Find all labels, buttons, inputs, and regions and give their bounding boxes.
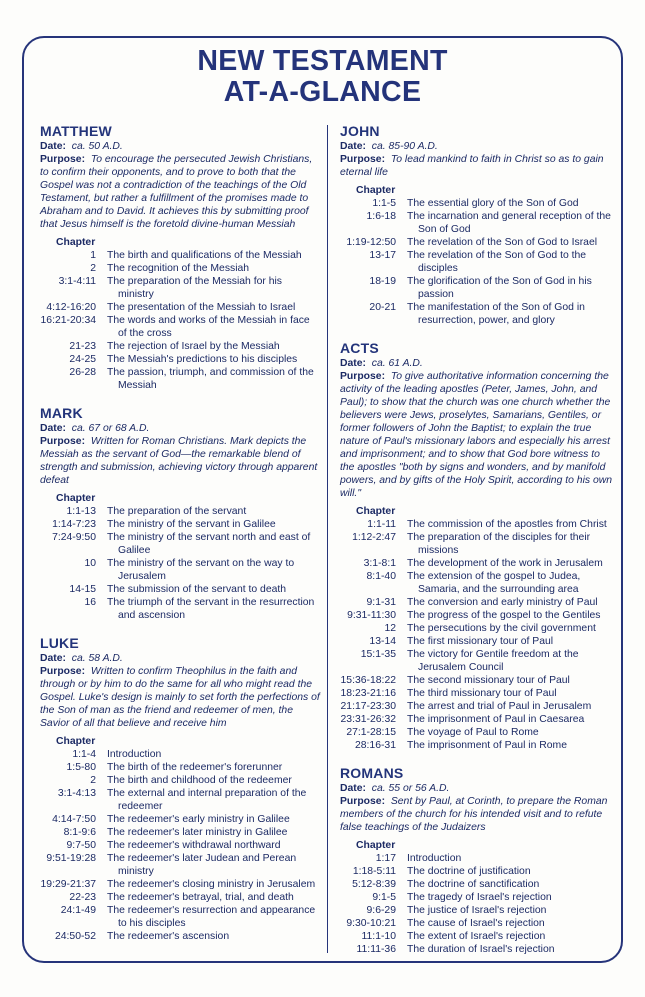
chapter-ref: 10 bbox=[84, 558, 96, 569]
chapter-ref: 3:1-4:13 bbox=[57, 788, 96, 799]
chapter-row bbox=[340, 904, 616, 917]
purpose-line bbox=[40, 153, 320, 231]
chapter-desc: The ministry of the servant on the way to Jerusalem bbox=[107, 558, 295, 582]
chapter-row bbox=[40, 826, 320, 839]
book-title: JOHN bbox=[340, 123, 380, 139]
purpose-line bbox=[40, 435, 320, 487]
chapter-row bbox=[40, 904, 320, 930]
chapter-row bbox=[40, 583, 320, 596]
chapter-ref: 22-23 bbox=[69, 892, 96, 903]
chapter-row bbox=[340, 891, 616, 904]
chapter-ref: 4:12-16:20 bbox=[46, 302, 96, 313]
purpose-text: Sent by Paul, at Corinth, to prepare the Roman members of the church for his intended visit and to refute false teachings of the Judaizers bbox=[340, 796, 608, 833]
book-section-matthew bbox=[40, 123, 320, 392]
chapter-desc: The development of the work in Jerusalem bbox=[407, 558, 603, 569]
date-label: Date: bbox=[340, 783, 366, 794]
chapter-ref: 3:1-4:11 bbox=[58, 276, 96, 287]
chapter-row bbox=[40, 531, 320, 557]
chapter-desc: The cause of Israel's rejection bbox=[407, 918, 545, 929]
chapter-desc: The birth of the redeemer's forerunner bbox=[107, 762, 283, 773]
chapter-ref: 9:6-29 bbox=[366, 905, 396, 916]
chapter-header: Chapter bbox=[356, 185, 396, 196]
chapter-ref: 1 bbox=[90, 250, 96, 261]
chapter-row bbox=[340, 687, 616, 700]
chapter-row bbox=[340, 518, 616, 531]
chapter-row bbox=[40, 596, 320, 622]
chapter-header: Chapter bbox=[356, 506, 396, 517]
chapter-row bbox=[340, 713, 616, 726]
chapter-desc: The extension of the gospel to Judea, Samaria, and the surrounding area bbox=[407, 571, 581, 595]
chapter-ref: 21-23 bbox=[69, 341, 96, 352]
chapter-table bbox=[340, 505, 616, 752]
chapter-ref: 19:29-21:37 bbox=[40, 879, 96, 890]
chapter-desc: The triumph of the servant in the resurrection and ascension bbox=[107, 597, 315, 621]
chapter-desc: The extent of Israel's rejection bbox=[407, 931, 546, 942]
chapter-desc: The redeemer's ascension bbox=[107, 931, 230, 942]
chapter-header: Chapter bbox=[56, 736, 96, 747]
chapter-ref: 7:24-9:50 bbox=[52, 532, 96, 543]
chapter-ref: 1:1-13 bbox=[66, 506, 96, 517]
chapter-ref: 18:23-21:16 bbox=[340, 688, 396, 699]
chapter-desc: Introduction bbox=[407, 853, 462, 864]
chapter-desc: The essential glory of the Son of God bbox=[407, 198, 579, 209]
chapter-row bbox=[340, 674, 616, 687]
purpose-line bbox=[340, 795, 616, 834]
chapter-ref: 5:12-8:39 bbox=[352, 879, 396, 890]
chapter-desc: The progress of the gospel to the Gentiles bbox=[407, 610, 601, 621]
chapter-desc: The revelation of the Son of God to the disciples bbox=[407, 250, 587, 274]
purpose-label: Purpose: bbox=[40, 436, 86, 447]
chapter-desc: The justice of Israel's rejection bbox=[407, 905, 547, 916]
purpose-label: Purpose: bbox=[340, 371, 386, 382]
column-divider bbox=[327, 125, 328, 953]
chapter-desc: The words and works of the Messiah in face of the cross bbox=[107, 315, 310, 339]
chapter-row bbox=[340, 301, 616, 327]
chapter-ref: 3:1-8:1 bbox=[363, 558, 396, 569]
chapter-desc: The redeemer's withdrawal northward bbox=[107, 840, 281, 851]
chapter-row bbox=[340, 943, 616, 956]
chapter-row bbox=[40, 891, 320, 904]
date-value: ca. 85-90 A.D. bbox=[371, 141, 438, 152]
chapter-row bbox=[340, 275, 616, 301]
date-line bbox=[40, 140, 320, 153]
chapter-ref: 9:31-11:30 bbox=[347, 610, 396, 621]
purpose-line bbox=[340, 370, 616, 500]
chapter-ref: 9:51-19:28 bbox=[46, 853, 96, 864]
date-label: Date: bbox=[40, 423, 66, 434]
chapter-ref: 13-14 bbox=[369, 636, 396, 647]
date-value: ca. 61 A.D. bbox=[371, 358, 423, 369]
book-title: ACTS bbox=[340, 340, 379, 356]
chapter-desc: The ministry of the servant north and east of Galilee bbox=[107, 532, 311, 556]
chapter-desc: The redeemer's later Judean and Perean ministry bbox=[107, 853, 297, 877]
chapter-ref: 18-19 bbox=[369, 276, 396, 287]
chapter-row bbox=[40, 301, 320, 314]
chapter-row bbox=[340, 531, 616, 557]
chapter-desc: The victory for Gentile freedom at the Jerusalem Council bbox=[407, 649, 579, 673]
date-label: Date: bbox=[340, 141, 366, 152]
book-title: ROMANS bbox=[340, 765, 404, 781]
chapter-row bbox=[40, 353, 320, 366]
chapter-desc: The tragedy of Israel's rejection bbox=[407, 892, 552, 903]
chapter-ref: 26-28 bbox=[69, 367, 96, 378]
chapter-desc: The arrest and trial of Paul in Jerusalem bbox=[407, 701, 592, 712]
chapter-table bbox=[340, 184, 616, 327]
chapter-desc: The third missionary tour of Paul bbox=[407, 688, 557, 699]
purpose-label: Purpose: bbox=[340, 154, 386, 165]
chapter-ref: 27:1-28:15 bbox=[346, 727, 396, 738]
purpose-label: Purpose: bbox=[40, 666, 86, 677]
chapter-desc: The second missionary tour of Paul bbox=[407, 675, 570, 686]
chapter-desc: The duration of Israel's rejection bbox=[407, 944, 555, 955]
chapter-desc: The ministry of the servant in Galilee bbox=[107, 519, 276, 530]
chapter-desc: The birth and childhood of the redeemer bbox=[107, 775, 292, 786]
chapter-row bbox=[40, 813, 320, 826]
chapter-desc: The presentation of the Messiah to Israel bbox=[107, 302, 296, 313]
chapter-ref: 16 bbox=[84, 597, 96, 608]
page-title bbox=[0, 46, 645, 108]
book-section-john bbox=[340, 123, 616, 327]
date-value: ca. 55 or 56 A.D. bbox=[371, 783, 450, 794]
left-column bbox=[40, 123, 320, 956]
chapter-row bbox=[340, 700, 616, 713]
chapter-row bbox=[340, 878, 616, 891]
chapter-ref: 24-25 bbox=[69, 354, 96, 365]
chapter-ref: 21:17-23:30 bbox=[340, 701, 396, 712]
date-label: Date: bbox=[40, 141, 66, 152]
chapter-desc: The conversion and early ministry of Paul bbox=[407, 597, 598, 608]
date-label: Date: bbox=[40, 653, 66, 664]
title-line-2: AT-A-GLANCE bbox=[223, 76, 422, 108]
chapter-header: Chapter bbox=[56, 493, 96, 504]
chapter-desc: The passion, triumph, and commission of the Messiah bbox=[107, 367, 314, 391]
purpose-text: To give authoritative information concerning the activity of the leading apostles (Peter, James, John, and Paul); to show that the church was one church whether the believers were Jews, proselytes, Samarians, Gentiles, or former followers of John the Baptist; to explain the true nature of Paul's missionary labors and especially his arrest and imprisonment; and to show that God bore witness to the apostles "both by signs and wonders, and by manifold powers, and by gifts of the Holy Spirit, according to his own will." bbox=[340, 371, 613, 499]
chapter-header: Chapter bbox=[356, 840, 396, 851]
chapter-row bbox=[40, 275, 320, 301]
chapter-desc: The redeemer's betrayal, trial, and death bbox=[107, 892, 294, 903]
chapter-table bbox=[40, 492, 320, 622]
chapter-ref: 14-15 bbox=[69, 584, 96, 595]
purpose-line bbox=[40, 665, 320, 730]
chapter-header: Chapter bbox=[56, 237, 96, 248]
chapter-ref: 16:21-20:34 bbox=[40, 315, 96, 326]
chapter-row bbox=[340, 865, 616, 878]
date-value: ca. 58 A.D. bbox=[71, 653, 123, 664]
chapter-ref: 20-21 bbox=[369, 302, 396, 313]
chapter-row bbox=[340, 596, 616, 609]
chapter-ref: 9:1-31 bbox=[366, 597, 396, 608]
purpose-line bbox=[340, 153, 616, 179]
chapter-row bbox=[40, 930, 320, 943]
chapter-row bbox=[340, 557, 616, 570]
chapter-ref: 15:1-35 bbox=[360, 649, 396, 660]
chapter-desc: The doctrine of justification bbox=[407, 866, 531, 877]
chapter-desc: The incarnation and general reception of the Son of God bbox=[407, 211, 611, 235]
date-value: ca. 67 or 68 A.D. bbox=[71, 423, 150, 434]
chapter-ref: 15:36-18:22 bbox=[340, 675, 396, 686]
chapter-row bbox=[340, 570, 616, 596]
chapter-ref: 2 bbox=[90, 775, 96, 786]
chapter-row bbox=[340, 917, 616, 930]
book-title: LUKE bbox=[40, 635, 79, 651]
chapter-ref: 9:1-5 bbox=[372, 892, 396, 903]
book-title: MATTHEW bbox=[40, 123, 112, 139]
chapter-ref: 1:14-7:23 bbox=[52, 519, 96, 530]
chapter-row bbox=[340, 930, 616, 943]
chapter-desc: The external and internal preparation of the redeemer bbox=[107, 788, 307, 812]
chapter-row bbox=[340, 197, 616, 210]
chapter-row bbox=[340, 648, 616, 674]
chapter-row bbox=[340, 739, 616, 752]
chapter-row bbox=[40, 366, 320, 392]
chapter-desc: The redeemer's early ministry in Galilee bbox=[107, 814, 290, 825]
book-section-acts bbox=[340, 340, 616, 752]
chapter-table bbox=[40, 735, 320, 943]
chapter-ref: 12 bbox=[384, 623, 396, 634]
chapter-desc: The redeemer's closing ministry in Jerusalem bbox=[107, 879, 316, 890]
chapter-row bbox=[340, 210, 616, 236]
purpose-text: To encourage the persecuted Jewish Christians, to confirm their opponents, and to prove to both that the Gospel was not a contradiction of the teachings of the Old Testament, but rather a fulfillment of the promises made to Abraham and to David. It achieves this by submitting proof that Jesus himself is the foretold divine-human Messiah bbox=[40, 154, 313, 230]
chapter-row bbox=[40, 340, 320, 353]
chapter-desc: The voyage of Paul to Rome bbox=[407, 727, 539, 738]
chapter-row bbox=[40, 748, 320, 761]
chapter-desc: The persecutions by the civil government bbox=[407, 623, 596, 634]
chapter-row bbox=[40, 774, 320, 787]
chapter-ref: 1:1-5 bbox=[372, 198, 396, 209]
chapter-desc: The redeemer's later ministry in Galilee bbox=[107, 827, 288, 838]
chapter-ref: 8:1-40 bbox=[366, 571, 396, 582]
purpose-text: Written for Roman Christians. Mark depicts the Messiah as the servant of God—the remarkable blend of strength and submission, achieving victory through apparent defeat bbox=[40, 436, 318, 486]
chapter-desc: The imprisonment of Paul in Rome bbox=[407, 740, 567, 751]
date-label: Date: bbox=[340, 358, 366, 369]
chapter-row bbox=[40, 761, 320, 774]
chapter-desc: The preparation of the Messiah for his ministry bbox=[107, 276, 283, 300]
chapter-row bbox=[340, 726, 616, 739]
chapter-ref: 1:1-4 bbox=[72, 749, 96, 760]
chapter-row bbox=[40, 518, 320, 531]
book-section-romans bbox=[340, 765, 616, 956]
chapter-ref: 13-17 bbox=[369, 250, 396, 261]
chapter-desc: The birth and qualifications of the Messiah bbox=[107, 250, 302, 261]
chapter-ref: 9:7-50 bbox=[66, 840, 96, 851]
chapter-desc: The Messiah's predictions to his disciples bbox=[107, 354, 298, 365]
chapter-ref: 8:1-9:6 bbox=[63, 827, 96, 838]
chapter-row bbox=[40, 787, 320, 813]
purpose-label: Purpose: bbox=[40, 154, 86, 165]
chapter-ref: 11:11-36 bbox=[356, 944, 396, 955]
book-title: MARK bbox=[40, 405, 83, 421]
chapter-ref: 2 bbox=[90, 263, 96, 274]
chapter-row bbox=[340, 609, 616, 622]
date-line bbox=[340, 357, 616, 370]
chapter-row bbox=[40, 839, 320, 852]
chapter-ref: 23:31-26:32 bbox=[340, 714, 396, 725]
chapter-desc: Introduction bbox=[107, 749, 162, 760]
chapter-desc: The preparation of the servant bbox=[107, 506, 247, 517]
chapter-ref: 24:50-52 bbox=[54, 931, 96, 942]
date-line bbox=[340, 782, 616, 795]
chapter-desc: The commission of the apostles from Christ bbox=[407, 519, 607, 530]
chapter-row bbox=[40, 249, 320, 262]
book-section-luke bbox=[40, 635, 320, 943]
chapter-desc: The preparation of the disciples for their missions bbox=[407, 532, 591, 556]
chapter-desc: The first missionary tour of Paul bbox=[407, 636, 554, 647]
chapter-row bbox=[40, 878, 320, 891]
book-section-mark bbox=[40, 405, 320, 622]
chapter-desc: The rejection of Israel by the Messiah bbox=[107, 341, 280, 352]
chapter-row bbox=[40, 852, 320, 878]
date-line bbox=[40, 652, 320, 665]
chapter-row bbox=[40, 557, 320, 583]
chapter-row bbox=[340, 852, 616, 865]
title-line-1: NEW TESTAMENT bbox=[197, 45, 448, 77]
chapter-desc: The manifestation of the Son of God in resurrection, power, and glory bbox=[407, 302, 585, 326]
purpose-text: Written to confirm Theophilus in the faith and through or by him to do the same for all who might read the Gospel. Luke's design is mainly to set forth the perfections of the Son of man as the friend and redeemer of men, the Savior of all that believe and receive him bbox=[40, 666, 320, 729]
purpose-text: To lead mankind to faith in Christ so as to gain eternal life bbox=[340, 154, 604, 178]
chapter-desc: The redeemer's resurrection and appearance to his disciples bbox=[107, 905, 316, 929]
chapter-ref: 1:5-80 bbox=[66, 762, 96, 773]
chapter-row bbox=[40, 314, 320, 340]
chapter-row bbox=[340, 635, 616, 648]
chapter-row bbox=[340, 236, 616, 249]
chapter-table bbox=[340, 839, 616, 956]
chapter-ref: 1:19-12:50 bbox=[346, 237, 396, 248]
chapter-desc: The revelation of the Son of God to Israel bbox=[407, 237, 598, 248]
chapter-desc: The submission of the servant to death bbox=[107, 584, 287, 595]
chapter-ref: 1:18-5:11 bbox=[352, 866, 396, 877]
date-value: ca. 50 A.D. bbox=[71, 141, 123, 152]
chapter-ref: 1:1-11 bbox=[367, 519, 396, 530]
chapter-ref: 9:30-10:21 bbox=[346, 918, 396, 929]
chapter-ref: 1:12-2:47 bbox=[352, 532, 396, 543]
chapter-desc: The recognition of the Messiah bbox=[107, 263, 250, 274]
chapter-table bbox=[40, 236, 320, 392]
purpose-label: Purpose: bbox=[340, 796, 386, 807]
chapter-row bbox=[40, 262, 320, 275]
right-column bbox=[340, 123, 616, 969]
date-line bbox=[40, 422, 320, 435]
chapter-row bbox=[340, 622, 616, 635]
date-line bbox=[340, 140, 616, 153]
chapter-ref: 28:16-31 bbox=[354, 740, 396, 751]
chapter-ref: 4:14-7:50 bbox=[52, 814, 96, 825]
chapter-desc: The glorification of the Son of God in his passion bbox=[407, 276, 592, 300]
chapter-desc: The imprisonment of Paul in Caesarea bbox=[407, 714, 585, 725]
chapter-row bbox=[40, 505, 320, 518]
chapter-ref: 24:1-49 bbox=[60, 905, 96, 916]
chapter-row bbox=[340, 249, 616, 275]
chapter-desc: The doctrine of sanctification bbox=[407, 879, 540, 890]
chapter-ref: 1:6-18 bbox=[366, 211, 396, 222]
chapter-ref: 11:1-10 bbox=[361, 931, 396, 942]
chapter-ref: 1:17 bbox=[375, 853, 396, 864]
